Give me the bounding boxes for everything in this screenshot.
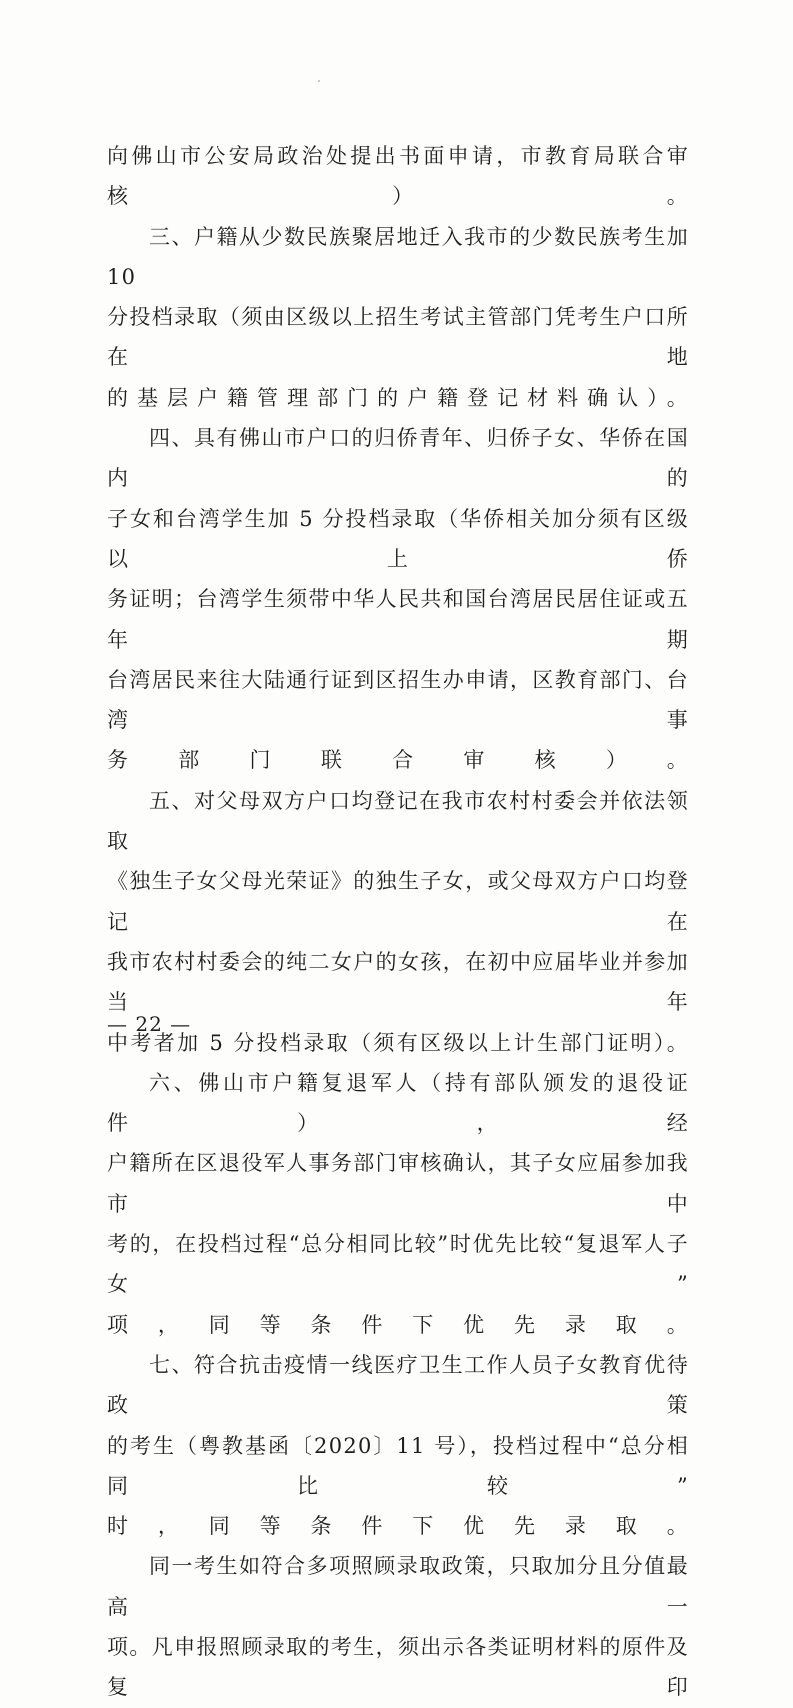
paragraph-line: 项。凡申报照顾录取的考生，须出示各类证明材料的原件及复印 bbox=[107, 1634, 689, 1700]
paragraph-line: 户籍所在区退役军人事务部门审核确认，其子女应届参加我市中 bbox=[107, 1151, 689, 1216]
document-body bbox=[107, 136, 689, 1708]
paragraph-line: 考的，在投档过程“总分相同比较”时优先比较“复退军人子女” bbox=[107, 1232, 689, 1297]
paragraph-line: 《独生子女父母光荣证》的独生子女，或父母双方户口均登记在 bbox=[107, 869, 689, 934]
page-number: — 22 — bbox=[107, 1012, 192, 1036]
paragraph-line: 五、对父母双方户口均登记在我市农村村委会并依法领取 bbox=[107, 788, 689, 854]
paragraph-line: 中考者加 5 分投档录取（须有区级以上计生部门证明）。 bbox=[107, 1030, 689, 1055]
paragraph-line: 务证明；台湾学生须带中华人民共和国台湾居民居住证或五年期 bbox=[107, 587, 689, 652]
paragraph-line: 三、户籍从少数民族聚居地迁入我市的少数民族考生加 10 bbox=[107, 224, 689, 289]
paragraph-line: 的基层户籍管理部门的户籍登记材料确认）。 bbox=[107, 385, 689, 410]
paragraph-line: 分投档录取（须由区级以上招生考试主管部门凭考生户口所在地 bbox=[107, 305, 689, 370]
paragraph-line: 项，同等条件下优先录取。 bbox=[107, 1312, 689, 1337]
paragraph-line: 时，同等条件下优先录取。 bbox=[107, 1514, 689, 1539]
paragraph-line: 同一考生如符合多项照顾录取政策，只取加分且分值最高一 bbox=[107, 1554, 689, 1619]
paragraph-line: 务部门联合审核）。 bbox=[107, 748, 689, 773]
paragraph-line: 的考生（粤教基函〔2020〕11 号），投档过程中“总分相同比较” bbox=[107, 1433, 689, 1498]
paragraph-line: 台湾居民来往大陆通行证到区招生办申请，区教育部门、台湾事 bbox=[107, 667, 689, 733]
paragraph-line: 子女和台湾学生加 5 分投档录取（华侨相关加分须有区级以上侨 bbox=[107, 506, 689, 571]
paragraph-line: 七、符合抗击疫情一线医疗卫生工作人员子女教育优待政策 bbox=[107, 1352, 689, 1418]
paragraph-line: 我市农村村委会的纯二女户的女孩，在初中应届毕业并参加当年 bbox=[107, 949, 689, 1015]
paragraph-line: 六、佛山市户籍复退军人（持有部队颁发的退役证件），经 bbox=[107, 1070, 689, 1136]
paragraph-line: 四、具有佛山市户口的归侨青年、归侨子女、华侨在国内的 bbox=[107, 426, 689, 491]
scan-speck bbox=[318, 80, 320, 82]
paragraph-line: 向佛山市公安局政治处提出书面申请，市教育局联合审核）。 bbox=[107, 144, 689, 209]
